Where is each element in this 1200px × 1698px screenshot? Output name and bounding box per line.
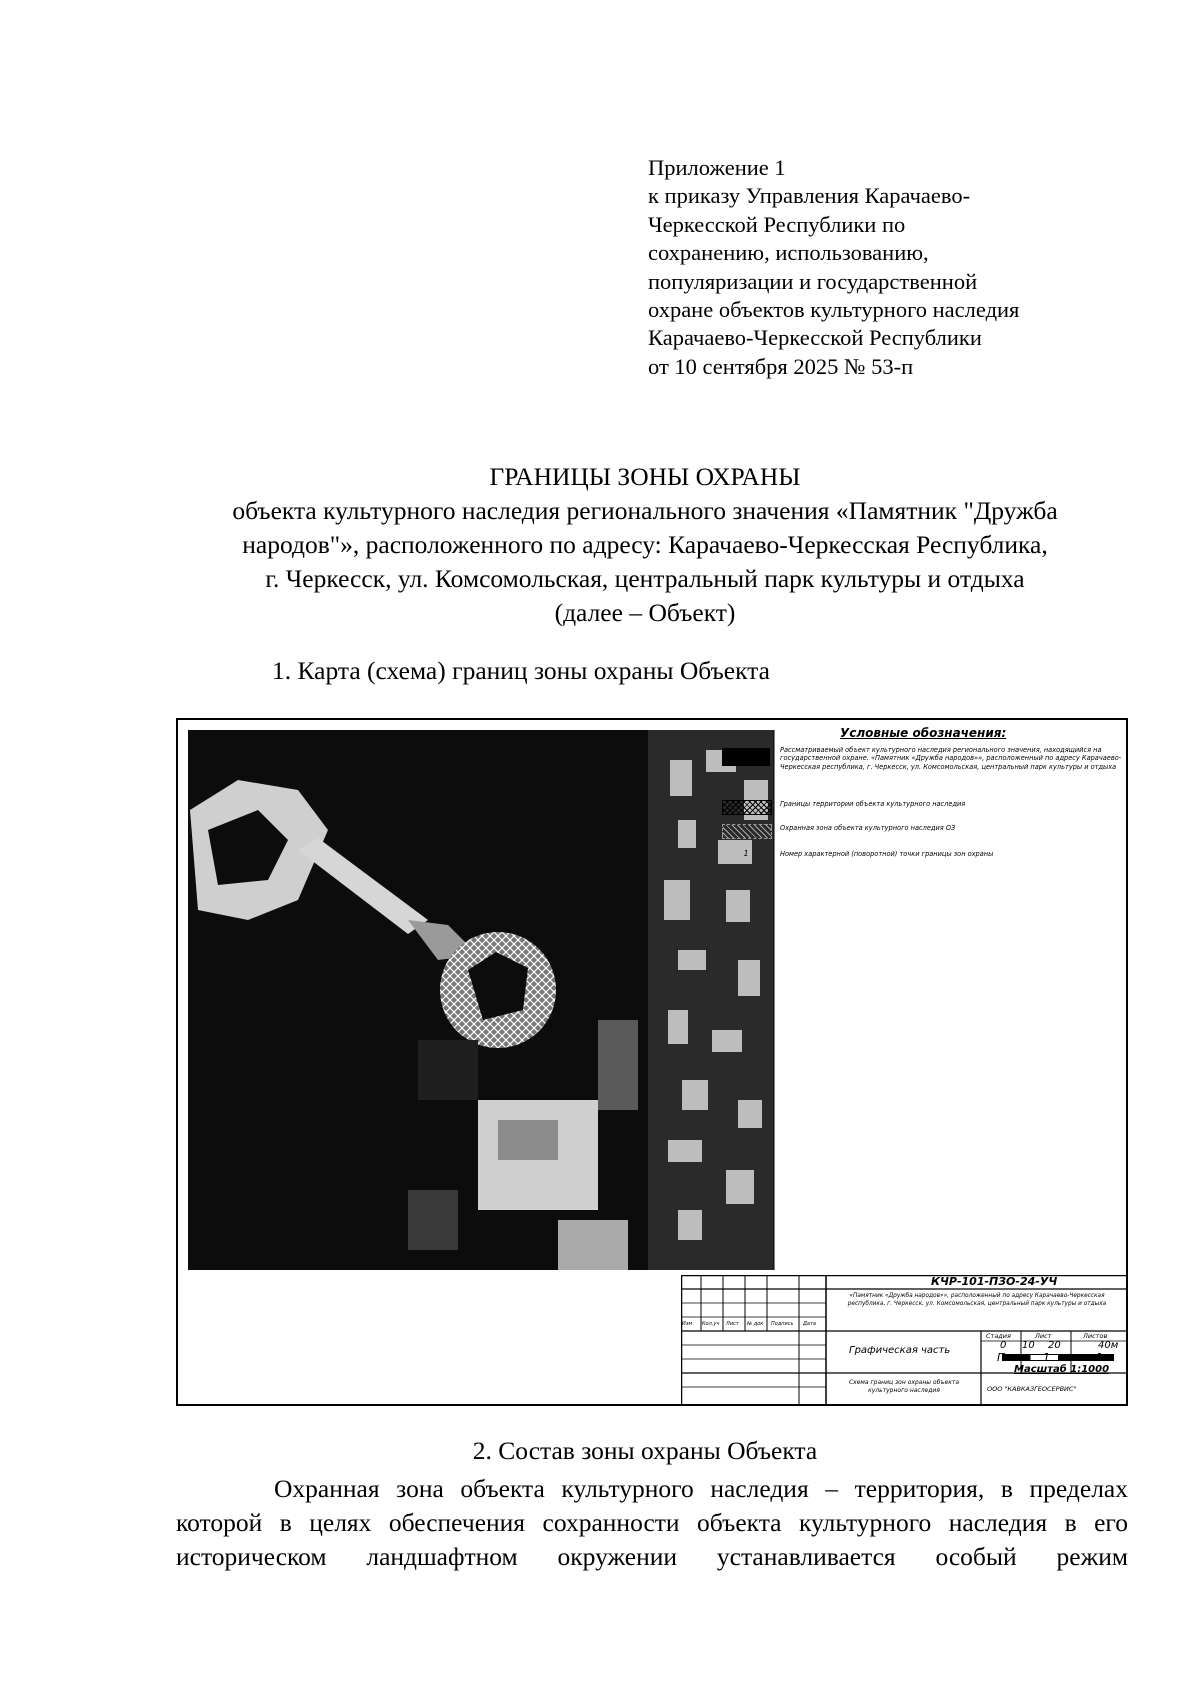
drawing-code: КЧР-101-ПЗО-24-УЧ [931,1275,1058,1288]
appendix-line: от 10 сентября 2025 № 53-п [648,353,914,379]
appendix-line: Приложение 1 [648,155,786,180]
appendix-header [648,154,1118,381]
sheet-title: Схема границ зон охраны объекта культурного наследия [848,1379,960,1394]
legend-text: Охранная зона объекта культурного наследия ОЗ [780,824,956,832]
object-fill-icon [722,748,770,766]
legend-item-zone [780,824,1122,832]
title-line: (далее – Объект) [554,598,736,627]
legend-item-territory [780,800,1122,808]
stage-header: Листов [1083,1332,1108,1340]
scale-tick: 20 [1048,1340,1061,1351]
appendix-line: Карачаево-Черкесской Республики [648,325,982,351]
col-header: № док [747,1321,764,1327]
hatch-icon [722,800,772,815]
zone-icon [722,824,772,839]
stamp-description: «Памятник «Дружба народов»», расположенный по адресу Карачаево-Черкесская республика, г. Черкесск, ул. Комсомольская, центральный парк культуры и отдыха [847,1293,1107,1307]
map-scheme [176,718,1128,1406]
col-header: Лист [726,1321,739,1327]
legend-text: Рассматриваемый объект культурного наследия регионального значения, находящийся на государственной охране. «Памятник «Дружба народов»», расположенный по адресу Карачаево-Черкесская республика, г. Черкесск, ул. Комсомольская, центральный парк культуры и отдыха [780,746,1122,771]
legend-item-object [780,746,1122,771]
appendix-line: Черкесской Республики по [648,211,906,237]
stamp-section: Графическая часть [849,1345,951,1356]
appendix-line: популяризации и государственной [648,268,978,294]
body-paragraph [176,1472,1128,1574]
point-number-icon: 1 [743,849,749,858]
title-line: народов"», расположенного по адресу: Карачаево-Черкесская Республика, [242,530,1048,559]
title-line: объекта культурного наследия регионального значения «Памятник "Дружба [232,496,1058,525]
scale-tick: 0 [1000,1340,1007,1351]
scale-tick: 40м [1098,1340,1119,1351]
scale-tick: 10 [1022,1340,1035,1351]
scale-label: Масштаб 1:1000 [1014,1364,1110,1375]
legend-text: Границы территории объекта культурного наследия [780,800,966,808]
title-main: ГРАНИЦЫ ЗОНЫ ОХРАНЫ [489,462,801,491]
stage-header: Стадия [986,1332,1011,1340]
paragraph-line: Охранная зона объекта культурного наследия – территория, в пределах [274,1474,1128,1503]
legend-title: Условные обозначения: [840,726,1007,740]
appendix-line: охране объектов культурного наследия [648,297,1020,323]
col-header: Изм [682,1321,693,1327]
paragraph-line: которой в целях обеспечения сохранности объекта культурного наследия в его [176,1508,1128,1537]
col-header: Подпись [771,1321,794,1327]
title-line: г. Черкесск, ул. Комсомольская, центральный парк культуры и отдыха [265,564,1025,593]
section-2-heading: 2. Состав зоны охраны Объекта [472,1436,818,1465]
stage-value: П [997,1351,1006,1364]
legend-item-point [743,849,1122,858]
stage-value: 1 [1096,1351,1103,1364]
appendix-line: к приказу Управления Карачаево- [648,183,971,209]
company-name: ООО "КАВКАЗГЕОСЕРВИС" [987,1385,1077,1393]
paragraph-line: историческом ландшафтном окружении устанавливается особый режим [176,1542,1128,1571]
legend-text: Номер характерной (поворотной) точки границы зон охраны [780,850,994,858]
section-1-heading: 1. Карта (схема) границ зоны охраны Объекта [272,656,770,685]
title-block-stamp [681,1275,1128,1406]
stage-value: 1 [1043,1351,1050,1364]
col-header: Кол.уч [702,1321,720,1327]
appendix-line: сохранению, использованию, [648,240,929,266]
col-header: Дата [803,1321,816,1327]
document-title [160,460,1130,630]
stage-header: Лист [1035,1332,1052,1340]
